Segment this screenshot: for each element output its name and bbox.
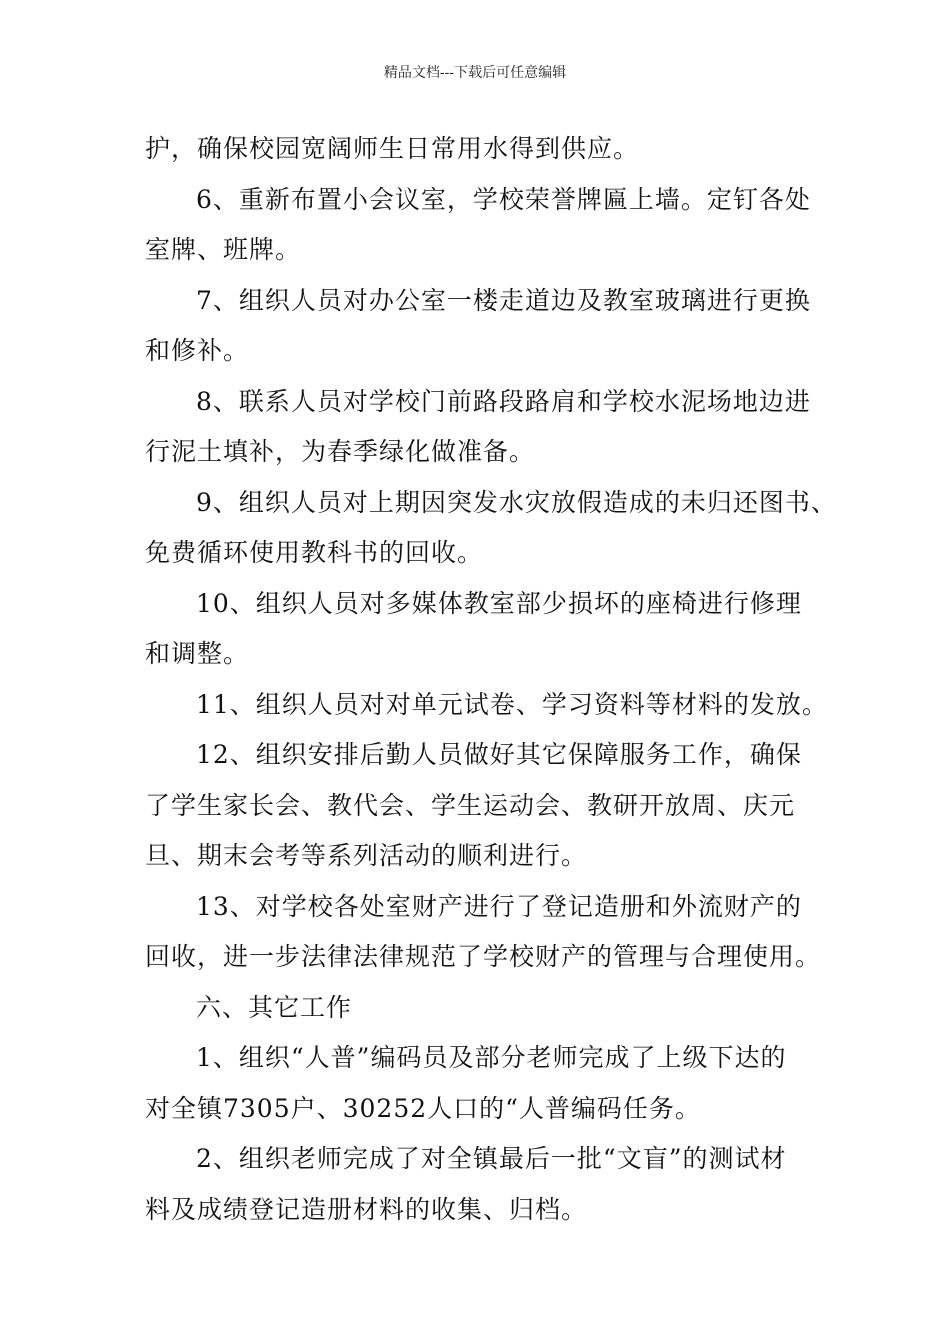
text-line: 6、重新布置小会议室，学校荣誉牌匾上墙。定钉各处 bbox=[196, 184, 811, 214]
text-line: 13、对学校各处室财产进行了登记造册和外流财产的 bbox=[196, 891, 802, 921]
text-line: 护，确保校园宽阔师生日常用水得到供应。 bbox=[145, 134, 640, 163]
text-line: 了学生家长会、教代会、学生运动会、教研开放周、庆元 bbox=[145, 790, 796, 820]
text-line: 室牌、班牌。 bbox=[145, 235, 302, 264]
text-line: 料及成绩登记造册材料的收集、归档。 bbox=[145, 1194, 588, 1224]
text-line: 和调整。 bbox=[145, 639, 250, 668]
section-heading: 六、其它工作 bbox=[196, 992, 353, 1022]
text-line: 和修补。 bbox=[145, 336, 250, 365]
text-line: 10、组织人员对多媒体教室部少损坏的座椅进行修理 bbox=[196, 588, 802, 618]
text-line: 8、联系人员对学校门前路段路肩和学校水泥场地边进 bbox=[196, 386, 811, 416]
text-line: 行泥土填补，为春季绿化做准备。 bbox=[145, 437, 536, 466]
text-line: 7、组织人员对办公室一楼走道边及教室玻璃进行更换 bbox=[196, 285, 811, 315]
page-header: 精品文档---下载后可任意编辑 bbox=[383, 65, 567, 81]
text-line: 1、组织“人普”编码员及部分老师完成了上级下达的 bbox=[196, 1043, 787, 1072]
text-line: 旦、期末会考等系列活动的顺利进行。 bbox=[145, 841, 588, 870]
document-body bbox=[145, 124, 835, 1235]
text-line: 12、组织安排后勤人员做好其它保障服务工作，确保 bbox=[196, 740, 802, 769]
text-line: 免费循环使用教科书的回收。 bbox=[145, 538, 484, 567]
text-line: 11、组织人员对对单元试卷、学习资料等材料的发放。 bbox=[196, 689, 828, 719]
text-line: 9、组织人员对上期因突发水灾放假造成的未归还图书、 bbox=[196, 487, 837, 517]
text-line: 2、组织老师完成了对全镇最后一批“文盲”的测试材 bbox=[196, 1144, 787, 1173]
text-line: 对全镇7305户、30252人口的“人普编码任务。 bbox=[145, 1093, 701, 1123]
text-line: 回收，进一步法律法律规范了学校财产的管理与合理使用。 bbox=[145, 942, 822, 971]
